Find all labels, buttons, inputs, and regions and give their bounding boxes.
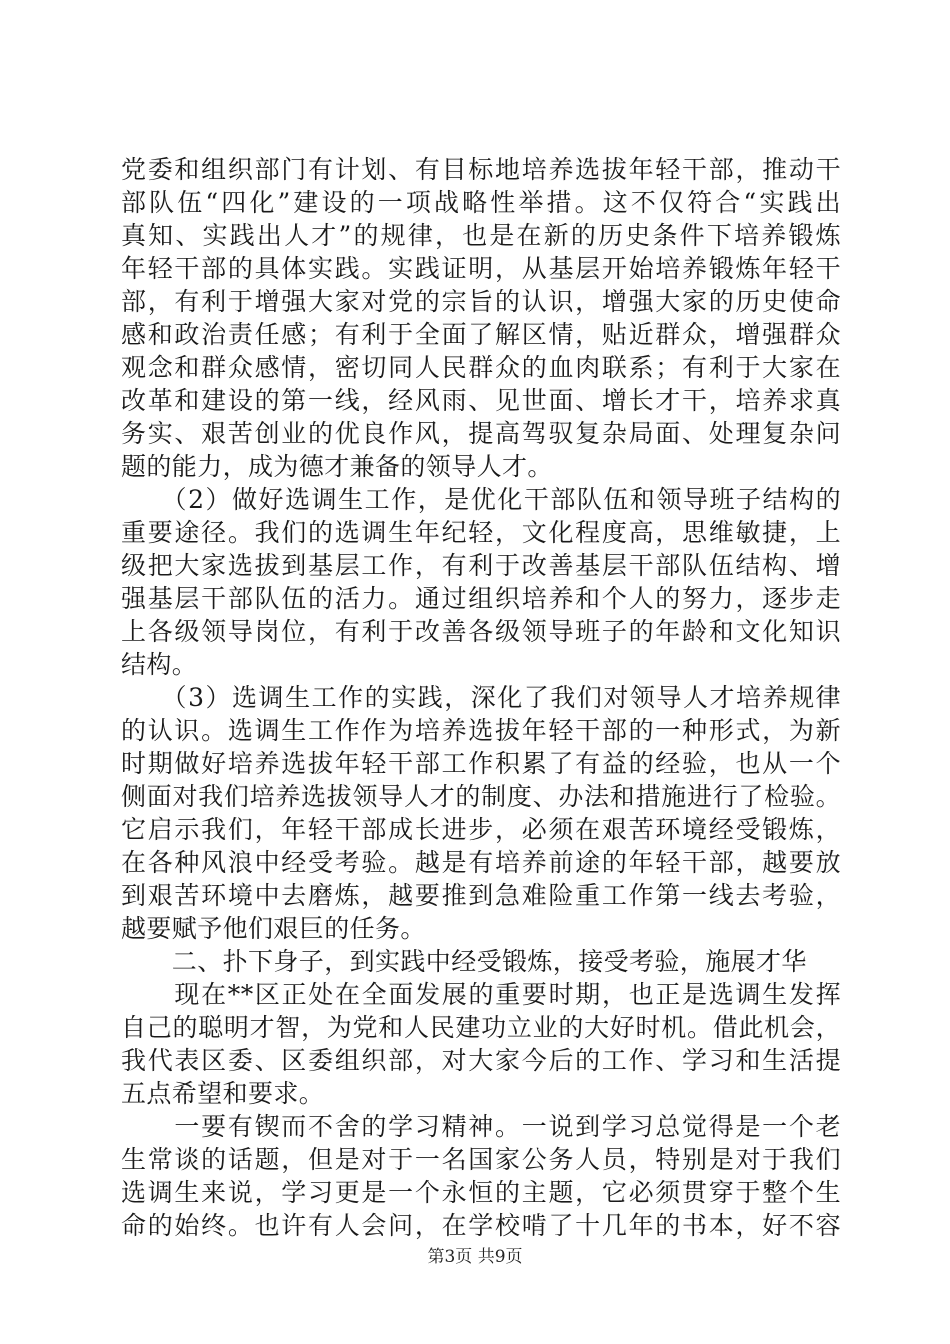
page-number-footer: 第3页 共9页: [427, 1247, 523, 1267]
text-line: 时期做好培养选拔年轻干部工作积累了有益的经验，也从一个: [121, 749, 841, 778]
text-line: 年轻干部的具体实践。实践证明，从基层开始培养锻炼年轻干: [121, 254, 841, 283]
text-line: 结构。: [121, 650, 198, 679]
text-line: 侧面对我们培养选拔领导人才的制度、办法和措施进行了检验。: [121, 782, 841, 811]
text-line: 越要赋予他们艰巨的任务。: [121, 914, 426, 943]
text-line: 真知、实践出人才”的规律，也是在新的历史条件下培养锻炼: [121, 221, 841, 250]
text-line: （3）选调生工作的实践，深化了我们对领导人才培养规律: [121, 683, 841, 712]
text-line: 重要途径。我们的选调生年纪轻，文化程度高，思维敏捷，上: [121, 518, 841, 547]
text-line: 现在**区正处在全面发展的重要时期，也正是选调生发挥: [121, 980, 841, 1009]
text-line: 生常谈的话题，但是对于一名国家公务人员，特别是对于我们: [121, 1145, 841, 1174]
text-line: 党委和组织部门有计划、有目标地培养选拔年轻干部，推动干: [121, 155, 841, 184]
text-line: 一要有锲而不舍的学习精神。一说到学习总觉得是一个老: [121, 1112, 841, 1141]
text-line: （2）做好选调生工作，是优化干部队伍和领导班子结构的: [121, 485, 841, 514]
section-heading: 二、扑下身子，到实践中经受锻炼，接受考验，施展才华: [121, 947, 807, 976]
text-line: 级把大家选拔到基层工作，有利于改善基层干部队伍结构、增: [121, 551, 841, 580]
text-line: 题的能力，成为德才兼备的领导人才。: [121, 452, 553, 481]
text-line: 它启示我们，年轻干部成长进步，必须在艰苦环境经受锻炼，: [121, 815, 841, 844]
text-line: 到艰苦环境中去磨炼，越要推到急难险重工作第一线去考验，: [121, 881, 841, 910]
text-line: 务实、艰苦创业的优良作风，提高驾驭复杂局面、处理复杂问: [121, 419, 841, 448]
text-line: 部队伍“四化”建设的一项战略性举措。这不仅符合“实践出: [121, 188, 841, 217]
text-line: 五点希望和要求。: [121, 1079, 325, 1108]
text-line: 我代表区委、区委组织部，对大家今后的工作、学习和生活提: [121, 1046, 841, 1075]
text-line: 观念和群众感情，密切同人民群众的血肉联系；有利于大家在: [121, 353, 841, 382]
text-line: 改革和建设的第一线，经风雨、见世面、增长才干，培养求真: [121, 386, 841, 415]
text-line: 强基层干部队伍的活力。通过组织培养和个人的努力，逐步走: [121, 584, 841, 613]
text-line: 自己的聪明才智，为党和人民建功立业的大好时机。借此机会，: [121, 1013, 841, 1042]
text-line: 命的始终。也许有人会问，在学校啃了十几年的书本，好不容: [121, 1211, 841, 1240]
text-line: 选调生来说，学习更是一个永恒的主题，它必须贯穿于整个生: [121, 1178, 841, 1207]
text-line: 的认识。选调生工作作为培养选拔年轻干部的一种形式，为新: [121, 716, 841, 745]
text-line: 部，有利于增强大家对党的宗旨的认识，增强大家的历史使命: [121, 287, 841, 316]
text-line: 感和政治责任感；有利于全面了解区情，贴近群众，增强群众: [121, 320, 841, 349]
body-text: [121, 153, 841, 1242]
text-line: 在各种风浪中经受考验。越是有培养前途的年轻干部，越要放: [121, 848, 841, 877]
text-line: 上各级领导岗位，有利于改善各级领导班子的年龄和文化知识: [121, 617, 841, 646]
